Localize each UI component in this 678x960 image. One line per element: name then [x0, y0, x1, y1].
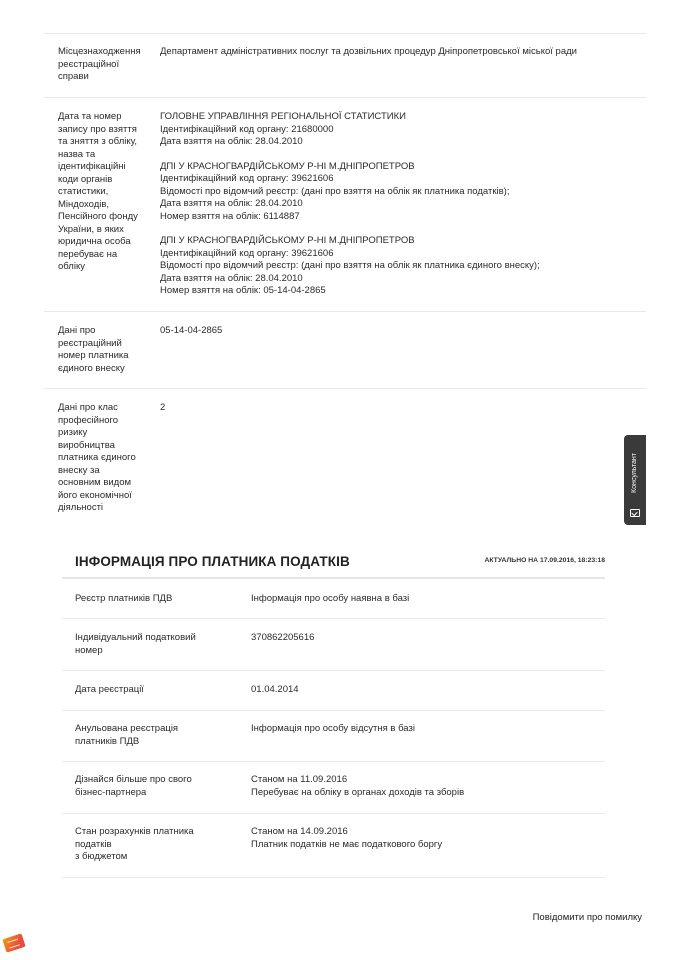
table-row: [44, 33, 646, 97]
table-row: [62, 814, 605, 878]
row-value: [160, 111, 646, 311]
row-value: Станом на 11.09.2016 Перебуває на обліку в органах доходів та зборів: [251, 774, 465, 798]
row-value: 2: [160, 402, 166, 413]
table-row: [62, 711, 605, 762]
chat-icon: [630, 509, 640, 517]
table-row: [62, 762, 605, 814]
row-label: Дата та номер запису про взяття та зняття з обліку, назва та ідентифікаційні коди органів статистики, Міндоходів, Пенсійного фонду України, в яких юридична особа перебуває на обліку: [58, 111, 138, 272]
row-label: Дата реєстрації: [75, 684, 144, 695]
row-label: Стан розрахунків платника податків з бюджетом: [75, 826, 194, 862]
row-value: 370862205616: [251, 632, 315, 643]
row-label: Реєстр платників ПДВ: [75, 593, 173, 604]
tax-authority-single-contribution: ДПІ У КРАСНОГВАРДІЙСЬКОМУ Р-НІ М.ДНІПРОПЕТРОВ Ідентифікаційний код органу: 39621606 Відомості про відомчий реєстр: (дані про взяття на облік як платника єдиного внеску); Дата взяття на облік: 28.04.2010 Номер взяття на облік: 05-14-04-2865: [160, 235, 540, 296]
row-value: 05-14-04-2865: [160, 325, 223, 336]
row-label: Дізнайся більше про свого бізнес-партнера: [75, 774, 192, 798]
consultant-label: Консультант: [631, 453, 638, 493]
row-label: Дані про клас професійного ризику виробництва платника єдиного внеску за основним видом його економічної діяльності: [58, 402, 136, 513]
taxpayer-info-section: [62, 547, 605, 878]
table-row: [44, 97, 646, 311]
statistics-authority: ГОЛОВНЕ УПРАВЛІННЯ РЕГІОНАЛЬНОЇ СТАТИСТИКИ Ідентифікаційний код органу: 21680000 Дата взяття на облік: 28.04.2010: [160, 111, 406, 147]
report-error-link[interactable]: Повідомити про помилку: [532, 912, 642, 923]
row-value: Інформація про особу відсутня в базі: [251, 723, 415, 734]
section-header: [62, 547, 605, 579]
table-row: [44, 311, 646, 388]
table-row: [62, 671, 605, 711]
row-label: Місцезнаходження реєстраційної справи: [58, 46, 141, 82]
row-label: Дані про реєстраційний номер платника єдиного внеску: [58, 325, 129, 374]
row-value: Департамент адміністративних послуг та дозвільних процедур Дніпропетровської міської ради: [160, 46, 577, 57]
taxpayer-table: [62, 579, 605, 878]
table-row: [62, 579, 605, 619]
row-value: 01.04.2014: [251, 684, 299, 695]
section-title: ІНФОРМАЦІЯ ПРО ПЛАТНИКА ПОДАТКІВ: [75, 553, 350, 569]
table-row: [44, 388, 646, 524]
logo-icon: [2, 933, 25, 952]
table-row: [62, 619, 605, 671]
tax-authority: ДПІ У КРАСНОГВАРДІЙСЬКОМУ Р-НІ М.ДНІПРОПЕТРОВ Ідентифікаційний код органу: 39621606 Відомості про відомчий реєстр: (дані про взяття на облік як платника податків); Дата взяття на облік: 28.04.2010 Номер взяття на облік: 6114887: [160, 160, 510, 222]
actual-timestamp: АКТУАЛЬНО НА 17.09.2016, 18:23:18: [484, 556, 605, 564]
row-label: Анульована реєстрація платників ПДВ: [75, 723, 179, 747]
row-value: Станом на 14.09.2016 Платник податків не має податкового боргу: [251, 826, 443, 850]
registry-table: [44, 0, 646, 524]
row-value: Інформація про особу наявна в базі: [251, 593, 410, 604]
row-label: Індивідуальний податковий номер: [75, 632, 196, 656]
consultant-tab[interactable]: [624, 435, 646, 525]
